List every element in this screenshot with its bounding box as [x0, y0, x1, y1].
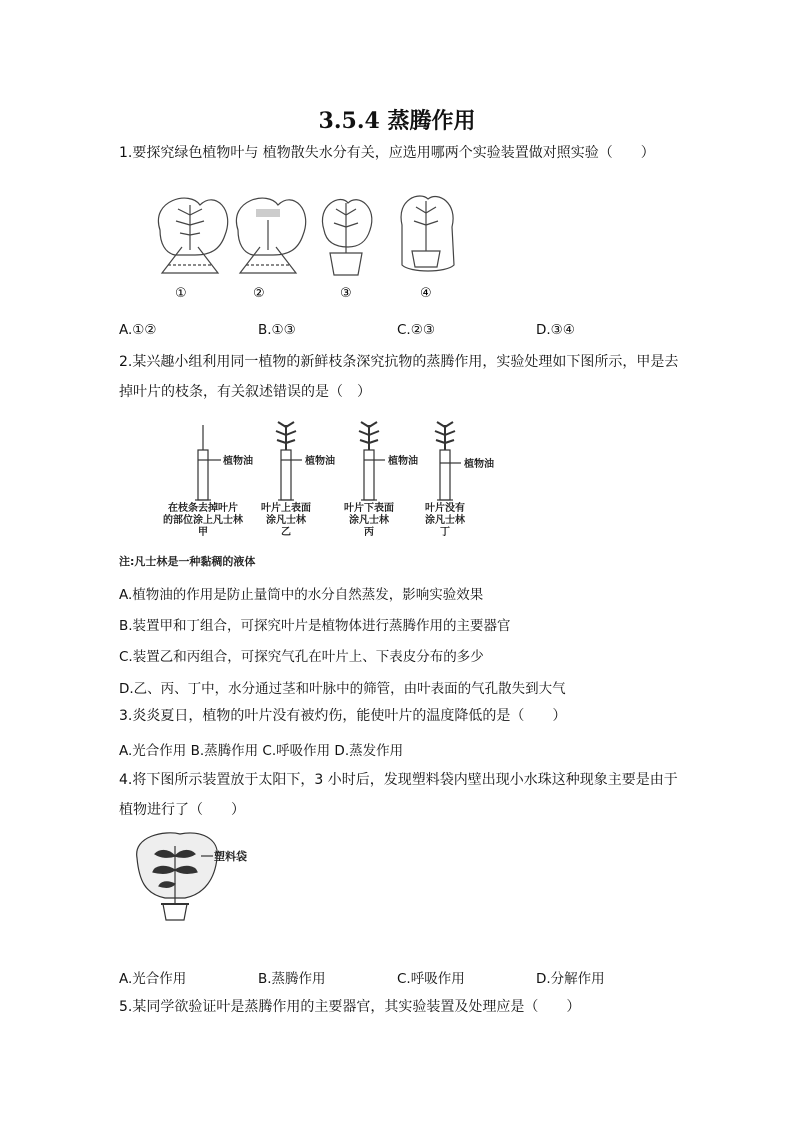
- apparatus-3: [322, 199, 371, 275]
- q2-option-a: A.植物油的作用是防止量筒中的水分自然蒸发，影响实验效果: [119, 587, 484, 603]
- tube-bing: [359, 422, 385, 500]
- q4-figure: [125, 828, 265, 924]
- q4-option-c: C.呼吸作用: [397, 971, 465, 987]
- q4-stem-line2: 植物进行了（ ）: [119, 802, 245, 818]
- q2-figure-note: 注:凡士林是一种黏稠的液体: [119, 555, 256, 568]
- tube-yi-caption-1: 叶片上表面: [261, 503, 311, 514]
- tube-ding: [435, 422, 461, 500]
- tube-yi-caption-2: 涂凡士林: [266, 515, 306, 526]
- q2-option-c: C.装置乙和丙组合，可探究气孔在叶片上、下表皮分布的多少: [119, 649, 484, 665]
- q5-stem: 5.某同学欲验证叶是蒸腾作用的主要器官，其实验装置及处理应是（ ）: [119, 999, 581, 1015]
- oil-label-yi: 植物油: [305, 456, 335, 467]
- page-title: 3.5.4 蒸腾作用: [318, 108, 476, 134]
- q4-option-a: A.光合作用: [119, 971, 187, 987]
- q2-figure: [119, 415, 499, 573]
- tube-ding-caption-1: 叶片没有: [425, 503, 465, 514]
- q1-stem: 1.要探究绿色植物叶与 植物散失水分有关，应选用哪两个实验装置做对照实验（ ）: [119, 145, 655, 161]
- q1-figure: [140, 185, 460, 305]
- figure-label-2: ②: [253, 286, 265, 301]
- tube-yi: [276, 422, 302, 500]
- apparatus-2: [236, 198, 305, 273]
- q2-option-d: D.乙、丙、丁中，水分通过茎和叶脉中的筛管，由叶表面的气孔散失到大气: [119, 681, 566, 697]
- q3-options: A.光合作用 B.蒸腾作用 C.呼吸作用 D.蒸发作用: [119, 743, 404, 759]
- figure-label-4: ④: [420, 286, 432, 301]
- q4-stem-line1: 4.将下图所示装置放于太阳下，3 小时后，发现塑料袋内壁出现小水珠这种现象主要是由于: [119, 772, 678, 788]
- q2-stem-line2: 掉叶片的枝条，有关叙述错误的是（ ）: [119, 384, 371, 400]
- figure-label-1: ①: [175, 286, 187, 301]
- q4-option-d: D.分解作用: [536, 971, 605, 987]
- oil-label-ding: 植物油: [464, 459, 494, 470]
- q1-option-a: A.①②: [119, 322, 157, 338]
- figure-label-3: ③: [340, 286, 352, 301]
- tube-jia-caption-2: 的部位涂上凡士林: [163, 515, 243, 526]
- q1-option-b: B.①③: [258, 322, 296, 338]
- q3-stem: 3.炎炎夏日，植物的叶片没有被灼伤，能使叶片的温度降低的是（ ）: [119, 708, 567, 724]
- tube-jia-caption-1: 在枝条去掉叶片: [168, 503, 238, 514]
- tube-yi-name: 乙: [281, 527, 291, 538]
- oil-label-jia: 植物油: [223, 456, 253, 467]
- tube-jia: [195, 425, 221, 500]
- tube-bing-name: 丙: [364, 527, 374, 538]
- tube-jia-name: 甲: [198, 527, 208, 538]
- apparatus-4: [401, 196, 454, 271]
- q2-option-b: B.装置甲和丁组合，可探究叶片是植物体进行蒸腾作用的主要器官: [119, 618, 511, 634]
- bag-label: 塑料袋: [214, 850, 247, 863]
- tube-bing-caption-2: 涂凡士林: [349, 515, 389, 526]
- oil-label-bing: 植物油: [388, 456, 418, 467]
- tube-bing-caption-1: 叶片下表面: [344, 503, 394, 514]
- tube-ding-name: 丁: [440, 527, 450, 538]
- tube-ding-caption-2: 涂凡士林: [425, 515, 465, 526]
- apparatus-1: [158, 198, 227, 273]
- q2-stem-line1: 2.某兴趣小组利用同一植物的新鲜枝条深究抗物的蒸腾作用，实验处理如下图所示，甲是去: [119, 354, 679, 370]
- q1-option-d: D.③④: [536, 322, 575, 338]
- q4-option-b: B.蒸腾作用: [258, 971, 326, 987]
- q1-option-c: C.②③: [397, 322, 435, 338]
